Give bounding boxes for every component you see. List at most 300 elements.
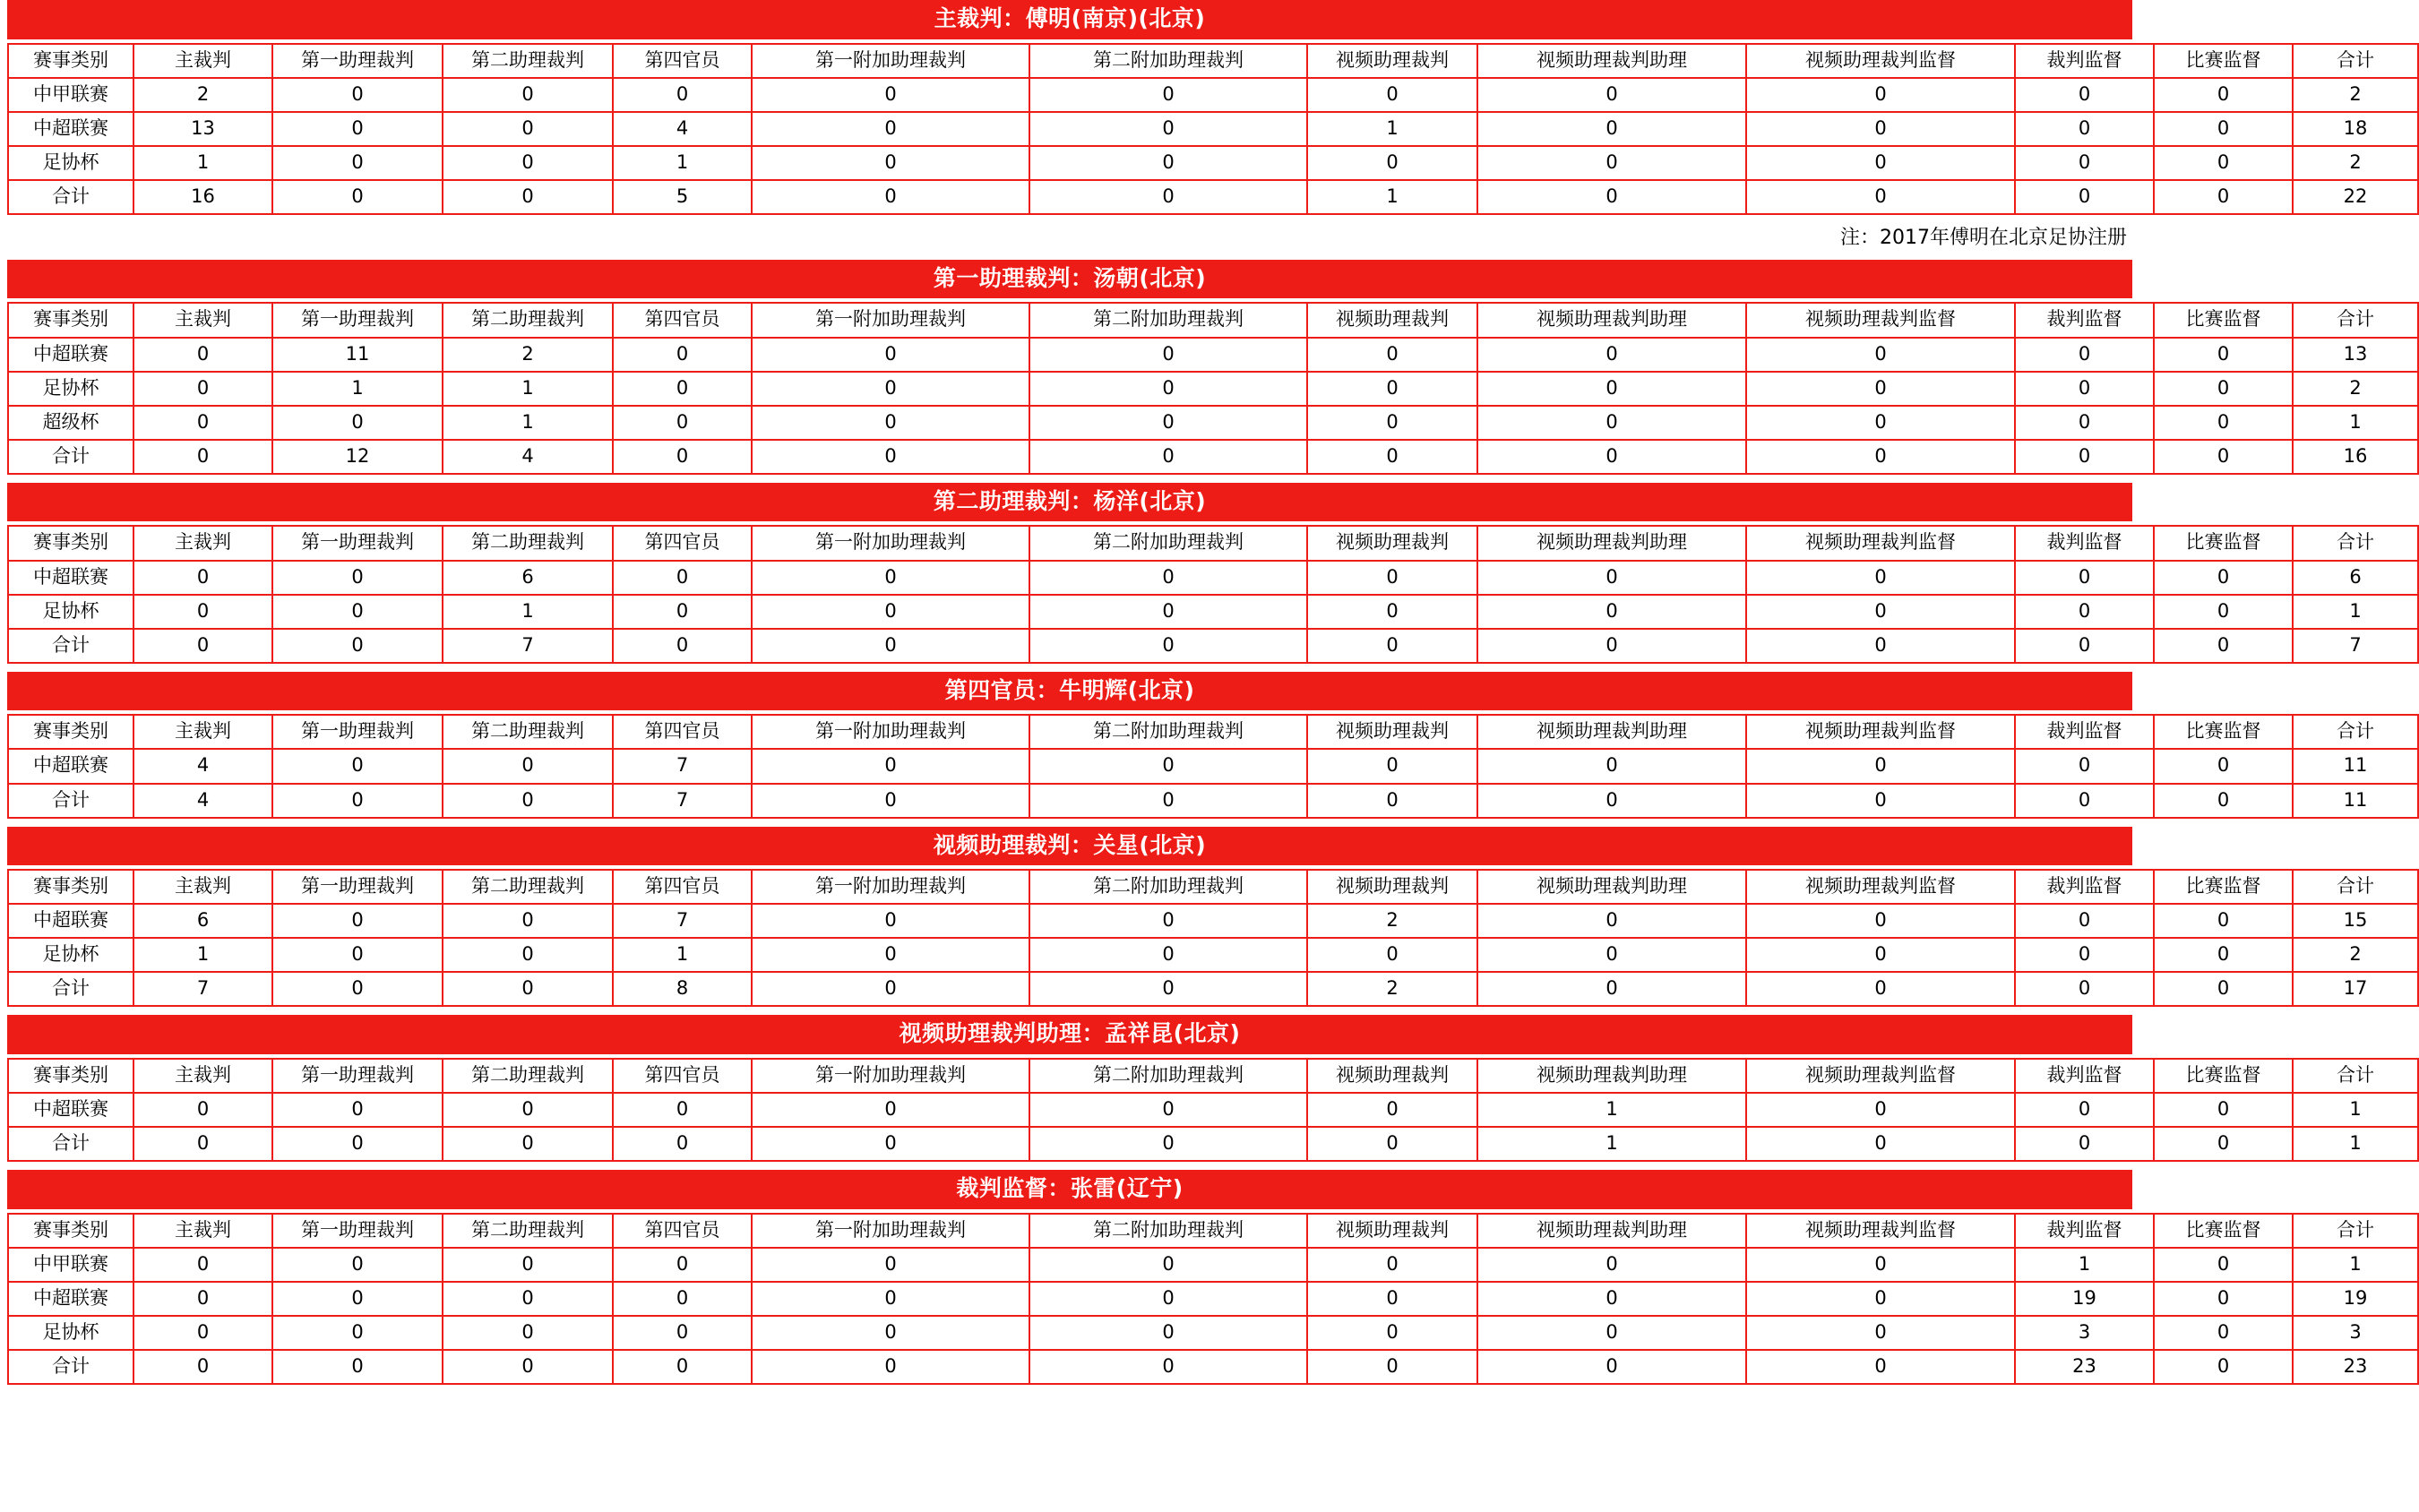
data-cell: 22 bbox=[2293, 180, 2418, 214]
data-cell: 0 bbox=[1477, 372, 1746, 406]
row-label: 合计 bbox=[8, 629, 133, 663]
data-cell: 0 bbox=[2154, 372, 2293, 406]
data-cell: 0 bbox=[133, 1350, 272, 1384]
column-header: 第四官员 bbox=[613, 44, 752, 78]
data-cell: 0 bbox=[1307, 1350, 1477, 1384]
data-cell: 0 bbox=[1477, 972, 1746, 1006]
stats-table bbox=[7, 1213, 2419, 1385]
referee-block bbox=[7, 827, 2374, 1008]
column-header: 第四官员 bbox=[613, 303, 752, 337]
column-header: 视频助理裁判助理 bbox=[1477, 303, 1746, 337]
block-title: 视频助理裁判：关星(北京) bbox=[7, 827, 2132, 866]
data-cell: 7 bbox=[133, 972, 272, 1006]
data-cell: 0 bbox=[2154, 784, 2293, 818]
row-label: 合计 bbox=[8, 440, 133, 474]
data-cell: 0 bbox=[2015, 440, 2154, 474]
column-header: 主裁判 bbox=[133, 870, 272, 904]
data-cell: 0 bbox=[272, 1093, 443, 1127]
data-cell: 0 bbox=[272, 146, 443, 180]
column-header: 第一附加助理裁判 bbox=[752, 1059, 1029, 1093]
data-cell: 0 bbox=[613, 1127, 752, 1161]
column-header: 视频助理裁判助理 bbox=[1477, 870, 1746, 904]
column-header: 第一附加助理裁判 bbox=[752, 1214, 1029, 1248]
column-header: 第二助理裁判 bbox=[443, 44, 613, 78]
column-header: 合计 bbox=[2293, 715, 2418, 749]
data-cell: 0 bbox=[2015, 338, 2154, 372]
column-header: 视频助理裁判监督 bbox=[1746, 44, 2015, 78]
data-cell: 0 bbox=[1477, 1316, 1746, 1350]
table-row bbox=[8, 629, 2418, 663]
data-cell: 0 bbox=[2015, 595, 2154, 629]
data-cell: 0 bbox=[2154, 1093, 2293, 1127]
column-header: 比赛监督 bbox=[2154, 44, 2293, 78]
table-row bbox=[8, 784, 2418, 818]
column-header: 赛事类别 bbox=[8, 303, 133, 337]
data-cell: 0 bbox=[1746, 1316, 2015, 1350]
column-header: 赛事类别 bbox=[8, 715, 133, 749]
row-label: 合计 bbox=[8, 1127, 133, 1161]
data-cell: 0 bbox=[2154, 1127, 2293, 1161]
data-cell: 2 bbox=[133, 78, 272, 112]
stats-table bbox=[7, 869, 2419, 1007]
data-cell: 0 bbox=[1029, 595, 1307, 629]
block-title: 第二助理裁判：杨洋(北京) bbox=[7, 483, 2132, 522]
data-cell: 0 bbox=[443, 146, 613, 180]
table-row bbox=[8, 406, 2418, 440]
column-header: 第一附加助理裁判 bbox=[752, 44, 1029, 78]
data-cell: 0 bbox=[272, 1350, 443, 1384]
column-header: 赛事类别 bbox=[8, 1214, 133, 1248]
data-cell: 0 bbox=[1477, 1248, 1746, 1282]
data-cell: 0 bbox=[443, 1248, 613, 1282]
data-cell: 0 bbox=[133, 1093, 272, 1127]
table-row bbox=[8, 595, 2418, 629]
table-header-row bbox=[8, 526, 2418, 560]
referee-block bbox=[7, 672, 2374, 819]
table-header-row bbox=[8, 1059, 2418, 1093]
data-cell: 0 bbox=[1746, 1350, 2015, 1384]
data-cell: 6 bbox=[2293, 561, 2418, 595]
data-cell: 0 bbox=[133, 561, 272, 595]
data-cell: 0 bbox=[1746, 146, 2015, 180]
data-cell: 19 bbox=[2015, 1282, 2154, 1316]
data-cell: 0 bbox=[443, 180, 613, 214]
data-cell: 0 bbox=[1477, 561, 1746, 595]
data-cell: 0 bbox=[2154, 972, 2293, 1006]
data-cell: 0 bbox=[2015, 180, 2154, 214]
column-header: 第一助理裁判 bbox=[272, 1059, 443, 1093]
data-cell: 0 bbox=[2154, 595, 2293, 629]
data-cell: 0 bbox=[2015, 406, 2154, 440]
column-header: 视频助理裁判 bbox=[1307, 303, 1477, 337]
data-cell: 0 bbox=[1307, 1093, 1477, 1127]
data-cell: 3 bbox=[2293, 1316, 2418, 1350]
data-cell: 0 bbox=[2154, 78, 2293, 112]
column-header: 主裁判 bbox=[133, 303, 272, 337]
column-header: 第二助理裁判 bbox=[443, 526, 613, 560]
data-cell: 0 bbox=[272, 749, 443, 783]
data-cell: 0 bbox=[133, 1127, 272, 1161]
data-cell: 11 bbox=[272, 338, 443, 372]
column-header: 第一助理裁判 bbox=[272, 44, 443, 78]
data-cell: 0 bbox=[133, 629, 272, 663]
data-cell: 0 bbox=[1307, 749, 1477, 783]
data-cell: 0 bbox=[1029, 784, 1307, 818]
data-cell: 0 bbox=[1307, 561, 1477, 595]
column-header: 视频助理裁判助理 bbox=[1477, 44, 1746, 78]
data-cell: 0 bbox=[443, 1282, 613, 1316]
data-cell: 0 bbox=[1477, 904, 1746, 938]
data-cell: 0 bbox=[443, 938, 613, 972]
data-cell: 0 bbox=[2154, 1248, 2293, 1282]
column-header: 第二附加助理裁判 bbox=[1029, 44, 1307, 78]
data-cell: 0 bbox=[2015, 629, 2154, 663]
data-cell: 0 bbox=[1477, 146, 1746, 180]
column-header: 比赛监督 bbox=[2154, 526, 2293, 560]
column-header: 视频助理裁判监督 bbox=[1746, 870, 2015, 904]
data-cell: 0 bbox=[752, 784, 1029, 818]
data-cell: 0 bbox=[1477, 338, 1746, 372]
data-cell: 0 bbox=[1029, 406, 1307, 440]
table-row bbox=[8, 1093, 2418, 1127]
column-header: 视频助理裁判助理 bbox=[1477, 526, 1746, 560]
data-cell: 2 bbox=[1307, 972, 1477, 1006]
data-cell: 0 bbox=[1746, 372, 2015, 406]
block-title: 第一助理裁判：汤朝(北京) bbox=[7, 260, 2132, 299]
data-cell: 16 bbox=[133, 180, 272, 214]
table-row bbox=[8, 1282, 2418, 1316]
data-cell: 0 bbox=[1746, 440, 2015, 474]
row-label: 足协杯 bbox=[8, 1316, 133, 1350]
data-cell: 7 bbox=[613, 784, 752, 818]
row-label: 中超联赛 bbox=[8, 1093, 133, 1127]
data-cell: 0 bbox=[752, 406, 1029, 440]
data-cell: 0 bbox=[1307, 406, 1477, 440]
column-header: 第二附加助理裁判 bbox=[1029, 715, 1307, 749]
data-cell: 0 bbox=[1746, 749, 2015, 783]
column-header: 比赛监督 bbox=[2154, 303, 2293, 337]
column-header: 第一附加助理裁判 bbox=[752, 870, 1029, 904]
column-header: 赛事类别 bbox=[8, 44, 133, 78]
column-header: 第二附加助理裁判 bbox=[1029, 526, 1307, 560]
data-cell: 0 bbox=[752, 1248, 1029, 1282]
data-cell: 0 bbox=[133, 595, 272, 629]
data-cell: 7 bbox=[613, 749, 752, 783]
data-cell: 0 bbox=[272, 561, 443, 595]
data-cell: 18 bbox=[2293, 112, 2418, 146]
block-title: 裁判监督：张雷(辽宁) bbox=[7, 1170, 2132, 1209]
data-cell: 0 bbox=[1477, 595, 1746, 629]
data-cell: 0 bbox=[2015, 561, 2154, 595]
data-cell: 0 bbox=[1746, 629, 2015, 663]
column-header: 比赛监督 bbox=[2154, 870, 2293, 904]
column-header: 主裁判 bbox=[133, 1214, 272, 1248]
stats-table bbox=[7, 1058, 2419, 1162]
data-cell: 0 bbox=[613, 1093, 752, 1127]
data-cell: 16 bbox=[2293, 440, 2418, 474]
data-cell: 0 bbox=[1746, 561, 2015, 595]
table-row bbox=[8, 561, 2418, 595]
data-cell: 0 bbox=[443, 1127, 613, 1161]
data-cell: 0 bbox=[2154, 629, 2293, 663]
data-cell: 4 bbox=[443, 440, 613, 474]
data-cell: 0 bbox=[1477, 112, 1746, 146]
data-cell: 0 bbox=[272, 938, 443, 972]
data-cell: 0 bbox=[272, 78, 443, 112]
column-header: 视频助理裁判 bbox=[1307, 44, 1477, 78]
data-cell: 0 bbox=[2015, 1127, 2154, 1161]
column-header: 合计 bbox=[2293, 303, 2418, 337]
data-cell: 0 bbox=[1029, 904, 1307, 938]
data-cell: 0 bbox=[272, 784, 443, 818]
data-cell: 0 bbox=[272, 1248, 443, 1282]
data-cell: 1 bbox=[613, 146, 752, 180]
data-cell: 0 bbox=[2154, 440, 2293, 474]
data-cell: 0 bbox=[1029, 1248, 1307, 1282]
data-cell: 15 bbox=[2293, 904, 2418, 938]
data-cell: 0 bbox=[2154, 561, 2293, 595]
table-row bbox=[8, 1350, 2418, 1384]
data-cell: 0 bbox=[443, 1350, 613, 1384]
data-cell: 0 bbox=[2015, 904, 2154, 938]
data-cell: 1 bbox=[2293, 1093, 2418, 1127]
data-cell: 0 bbox=[752, 180, 1029, 214]
data-cell: 0 bbox=[1029, 440, 1307, 474]
data-cell: 0 bbox=[272, 1127, 443, 1161]
column-header: 第四官员 bbox=[613, 526, 752, 560]
data-cell: 0 bbox=[752, 561, 1029, 595]
column-header: 第二助理裁判 bbox=[443, 1214, 613, 1248]
column-header: 第二附加助理裁判 bbox=[1029, 1214, 1307, 1248]
data-cell: 1 bbox=[613, 938, 752, 972]
data-cell: 0 bbox=[752, 629, 1029, 663]
data-cell: 12 bbox=[272, 440, 443, 474]
data-cell: 0 bbox=[613, 561, 752, 595]
stats-table bbox=[7, 714, 2419, 818]
data-cell: 1 bbox=[443, 372, 613, 406]
data-cell: 0 bbox=[1307, 78, 1477, 112]
data-cell: 1 bbox=[443, 595, 613, 629]
data-cell: 0 bbox=[133, 372, 272, 406]
data-cell: 0 bbox=[752, 1127, 1029, 1161]
data-cell: 0 bbox=[2015, 112, 2154, 146]
data-cell: 0 bbox=[2154, 338, 2293, 372]
data-cell: 0 bbox=[1029, 112, 1307, 146]
column-header: 裁判监督 bbox=[2015, 715, 2154, 749]
column-header: 视频助理裁判助理 bbox=[1477, 715, 1746, 749]
data-cell: 0 bbox=[1477, 938, 1746, 972]
data-cell: 0 bbox=[1477, 784, 1746, 818]
row-label: 中超联赛 bbox=[8, 904, 133, 938]
row-label: 中超联赛 bbox=[8, 1282, 133, 1316]
data-cell: 0 bbox=[2015, 1093, 2154, 1127]
row-label: 中超联赛 bbox=[8, 561, 133, 595]
column-header: 视频助理裁判 bbox=[1307, 1214, 1477, 1248]
data-cell: 0 bbox=[752, 112, 1029, 146]
data-cell: 0 bbox=[443, 784, 613, 818]
row-label: 合计 bbox=[8, 972, 133, 1006]
data-cell: 0 bbox=[2015, 938, 2154, 972]
column-header: 合计 bbox=[2293, 526, 2418, 560]
data-cell: 0 bbox=[272, 595, 443, 629]
data-cell: 0 bbox=[1029, 338, 1307, 372]
column-header: 第一助理裁判 bbox=[272, 1214, 443, 1248]
data-cell: 0 bbox=[2015, 372, 2154, 406]
referee-block bbox=[7, 260, 2374, 475]
data-cell: 0 bbox=[1029, 629, 1307, 663]
data-cell: 0 bbox=[752, 595, 1029, 629]
table-row bbox=[8, 78, 2418, 112]
column-header: 视频助理裁判助理 bbox=[1477, 1214, 1746, 1248]
data-cell: 1 bbox=[133, 938, 272, 972]
table-row bbox=[8, 904, 2418, 938]
table-header-row bbox=[8, 303, 2418, 337]
block-title: 第四官员：牛明辉(北京) bbox=[7, 672, 2132, 711]
column-header: 视频助理裁判 bbox=[1307, 715, 1477, 749]
data-cell: 0 bbox=[1746, 938, 2015, 972]
data-cell: 0 bbox=[133, 440, 272, 474]
column-header: 第四官员 bbox=[613, 715, 752, 749]
data-cell: 0 bbox=[1307, 338, 1477, 372]
data-cell: 0 bbox=[1029, 561, 1307, 595]
data-cell: 0 bbox=[2154, 112, 2293, 146]
data-cell: 0 bbox=[1746, 112, 2015, 146]
column-header: 视频助理裁判监督 bbox=[1746, 1214, 2015, 1248]
row-label: 中超联赛 bbox=[8, 749, 133, 783]
column-header: 裁判监督 bbox=[2015, 1059, 2154, 1093]
column-header: 裁判监督 bbox=[2015, 870, 2154, 904]
data-cell: 0 bbox=[1477, 406, 1746, 440]
data-cell: 0 bbox=[613, 372, 752, 406]
data-cell: 0 bbox=[752, 1350, 1029, 1384]
data-cell: 0 bbox=[1029, 146, 1307, 180]
data-cell: 1 bbox=[443, 406, 613, 440]
column-header: 第二助理裁判 bbox=[443, 870, 613, 904]
data-cell: 0 bbox=[1029, 1350, 1307, 1384]
data-cell: 0 bbox=[1029, 1093, 1307, 1127]
row-label: 合计 bbox=[8, 180, 133, 214]
column-header: 裁判监督 bbox=[2015, 303, 2154, 337]
column-header: 视频助理裁判监督 bbox=[1746, 526, 2015, 560]
column-header: 主裁判 bbox=[133, 44, 272, 78]
data-cell: 1 bbox=[133, 146, 272, 180]
column-header: 视频助理裁判监督 bbox=[1746, 303, 2015, 337]
row-label: 超级杯 bbox=[8, 406, 133, 440]
data-cell: 0 bbox=[613, 1316, 752, 1350]
column-header: 比赛监督 bbox=[2154, 1214, 2293, 1248]
data-cell: 0 bbox=[2015, 146, 2154, 180]
data-cell: 0 bbox=[2154, 749, 2293, 783]
data-cell: 0 bbox=[133, 1316, 272, 1350]
data-cell: 0 bbox=[613, 1282, 752, 1316]
data-cell: 0 bbox=[443, 972, 613, 1006]
column-header: 第一附加助理裁判 bbox=[752, 526, 1029, 560]
data-cell: 0 bbox=[1746, 1093, 2015, 1127]
data-cell: 7 bbox=[613, 904, 752, 938]
data-cell: 7 bbox=[443, 629, 613, 663]
data-cell: 0 bbox=[1307, 1282, 1477, 1316]
referee-block bbox=[7, 483, 2374, 664]
data-cell: 0 bbox=[1029, 938, 1307, 972]
data-cell: 0 bbox=[272, 904, 443, 938]
data-cell: 0 bbox=[1746, 972, 2015, 1006]
data-cell: 0 bbox=[443, 749, 613, 783]
data-cell: 4 bbox=[133, 749, 272, 783]
column-header: 第一助理裁判 bbox=[272, 303, 443, 337]
column-header: 第一附加助理裁判 bbox=[752, 715, 1029, 749]
column-header: 第二助理裁判 bbox=[443, 303, 613, 337]
row-label: 中甲联赛 bbox=[8, 1248, 133, 1282]
data-cell: 0 bbox=[272, 112, 443, 146]
data-cell: 0 bbox=[752, 1093, 1029, 1127]
data-cell: 0 bbox=[2154, 180, 2293, 214]
data-cell: 1 bbox=[1477, 1127, 1746, 1161]
data-cell: 23 bbox=[2015, 1350, 2154, 1384]
referee-block bbox=[7, 0, 2374, 252]
data-cell: 0 bbox=[752, 1316, 1029, 1350]
data-cell: 0 bbox=[613, 78, 752, 112]
data-cell: 5 bbox=[613, 180, 752, 214]
data-cell: 0 bbox=[272, 1282, 443, 1316]
data-cell: 0 bbox=[1029, 972, 1307, 1006]
stats-table bbox=[7, 302, 2419, 474]
table-header-row bbox=[8, 44, 2418, 78]
column-header: 合计 bbox=[2293, 1214, 2418, 1248]
data-cell: 1 bbox=[2293, 1248, 2418, 1282]
data-cell: 0 bbox=[2154, 406, 2293, 440]
column-header: 视频助理裁判监督 bbox=[1746, 1059, 2015, 1093]
column-header: 第二附加助理裁判 bbox=[1029, 870, 1307, 904]
row-label: 中甲联赛 bbox=[8, 78, 133, 112]
data-cell: 2 bbox=[1307, 904, 1477, 938]
data-cell: 0 bbox=[2015, 784, 2154, 818]
data-cell: 0 bbox=[133, 406, 272, 440]
data-cell: 0 bbox=[1029, 1282, 1307, 1316]
data-cell: 0 bbox=[1746, 180, 2015, 214]
data-cell: 23 bbox=[2293, 1350, 2418, 1384]
data-cell: 0 bbox=[2015, 749, 2154, 783]
column-header: 主裁判 bbox=[133, 1059, 272, 1093]
column-header: 第二助理裁判 bbox=[443, 1059, 613, 1093]
referee-block bbox=[7, 1170, 2374, 1385]
column-header: 视频助理裁判 bbox=[1307, 1059, 1477, 1093]
data-cell: 0 bbox=[2154, 938, 2293, 972]
data-cell: 1 bbox=[2293, 1127, 2418, 1161]
data-cell: 0 bbox=[1307, 784, 1477, 818]
data-cell: 0 bbox=[2154, 1282, 2293, 1316]
data-cell: 11 bbox=[2293, 749, 2418, 783]
stats-table bbox=[7, 43, 2419, 215]
registration-note: 注：2017年傅明在北京足协注册 bbox=[1840, 226, 2127, 249]
data-cell: 0 bbox=[752, 146, 1029, 180]
column-header: 合计 bbox=[2293, 44, 2418, 78]
table-row bbox=[8, 1248, 2418, 1282]
data-cell: 2 bbox=[2293, 78, 2418, 112]
data-cell: 4 bbox=[133, 784, 272, 818]
table-row bbox=[8, 1316, 2418, 1350]
data-cell: 0 bbox=[2154, 1316, 2293, 1350]
data-cell: 0 bbox=[443, 112, 613, 146]
data-cell: 0 bbox=[1307, 629, 1477, 663]
data-cell: 0 bbox=[2154, 146, 2293, 180]
data-cell: 0 bbox=[1307, 938, 1477, 972]
data-cell: 0 bbox=[1029, 372, 1307, 406]
data-cell: 0 bbox=[1746, 1127, 2015, 1161]
data-cell: 11 bbox=[2293, 784, 2418, 818]
data-cell: 0 bbox=[2154, 904, 2293, 938]
data-cell: 0 bbox=[613, 629, 752, 663]
data-cell: 0 bbox=[752, 938, 1029, 972]
